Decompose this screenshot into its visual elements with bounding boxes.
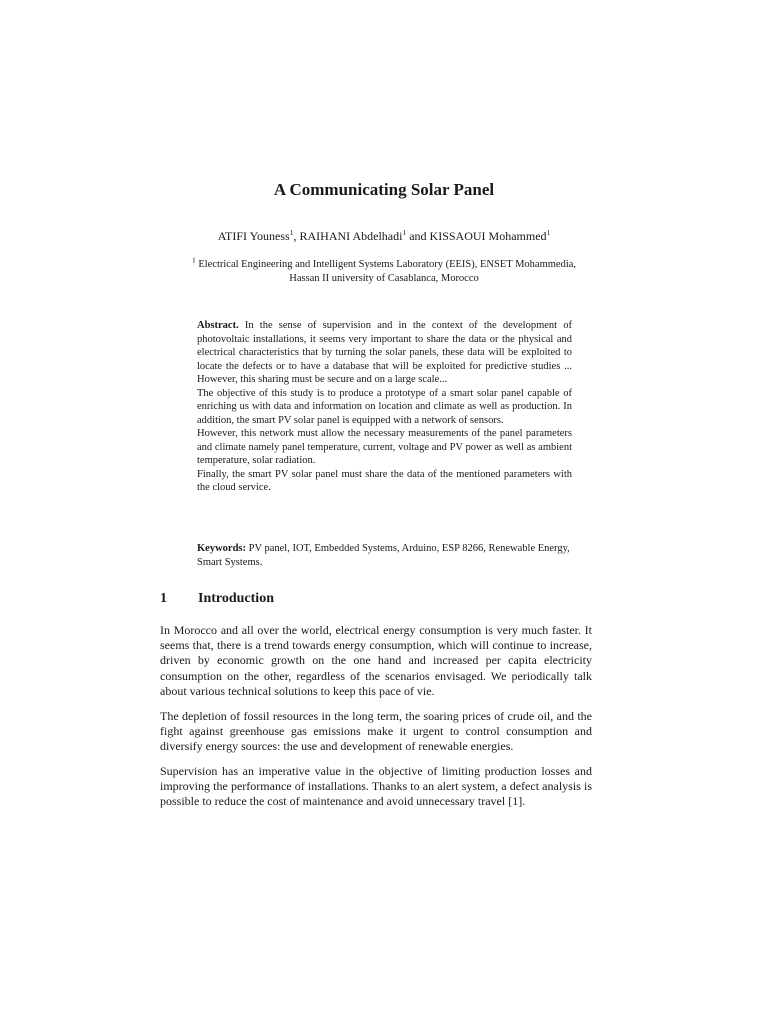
- affiliation-marker: 1: [191, 255, 196, 265]
- keywords-paragraph: [197, 542, 572, 569]
- paper-title: A Communicating Solar Panel: [273, 180, 495, 199]
- keywords-text: PV panel, IOT, Embedded Systems, Arduino, ESP 8266, Renewable Energy, Smart Systems.: [197, 543, 570, 568]
- body-paragraph: Supervision has an imperative value in the objective of limiting production losses and improving the performance of installations. Thanks to an alert system, a defect analysis is possible to reduce the cost of maintenance and avoid unnecessary travel [1].: [160, 764, 592, 809]
- author-separator: and: [406, 229, 430, 243]
- keywords: [197, 542, 572, 569]
- author-name: KISSAOUI Mohammed: [429, 229, 547, 243]
- abstract-paragraph: The objective of this study is to produce a prototype of a smart solar panel capable of enriching us with data and information on location and climate as well as production. In addition, the smart PV solar panel is equipped with a network of sensors.: [197, 387, 572, 426]
- section-number: 1: [160, 591, 167, 606]
- keywords-label: Keywords:: [197, 543, 246, 554]
- abstract-paragraph: However, this network must allow the necessary measurements of the panel parameters and climate namely panel temperature, current, voltage and PV power as well as ambient temperature, solar radiation.: [197, 428, 572, 466]
- body-paragraph: The depletion of fossil resources in the long term, the soaring prices of crude oil, and the fight against greenhouse gas emissions make it urgent to control consumption and diversify energy sources: the use and development of renewable energies.: [160, 709, 592, 754]
- affiliation-line-2: Hassan II university of Casablanca, Morocco: [289, 272, 479, 284]
- author-name: ATIFI Youness: [217, 229, 290, 243]
- affiliation-text: Electrical Engineering and Intelligent Systems Laboratory (EEIS), ENSET Mohammedia,: [195, 259, 577, 270]
- affiliation-marker: 1: [289, 228, 294, 237]
- section-title: Introduction: [198, 591, 274, 606]
- author-list: [0, 229, 768, 244]
- affiliation-line-1: [0, 255, 768, 272]
- author-separator: ,: [293, 229, 300, 243]
- abstract-text: In the sense of supervision and in the context of the development of photovoltaic installations, it seems very important to share the data or the physical and electrical characteristics that by turning the solar panels, these data will be exploited to locate the defects or to have a database that will be exploited for predictive studies ... However, this sharing must be secure and on a large scale...: [197, 320, 572, 385]
- affiliation-marker: 1: [402, 228, 407, 237]
- abstract-paragraph: Finally, the smart PV solar panel must share the data of the mentioned parameters with the cloud service.: [197, 468, 572, 493]
- body-paragraph: In Morocco and all over the world, electrical energy consumption is very much faster. It seems that, there is a trend towards energy consumption, which will continue to increase, driven by economic growth on the one hand and increased per capita electricity consumption on the other, regardless of the scenarios envisaged. We periodically talk about various technical solutions to keep this pace of vie.: [160, 623, 592, 698]
- abstract-label: Abstract.: [197, 320, 239, 331]
- affiliation-marker: 1: [546, 228, 551, 237]
- author-name: RAIHANI Abdelhadi: [299, 229, 403, 243]
- abstract: [197, 319, 572, 495]
- abstract-paragraph: [197, 319, 572, 387]
- affiliation: [0, 255, 768, 285]
- section-heading: [160, 591, 610, 607]
